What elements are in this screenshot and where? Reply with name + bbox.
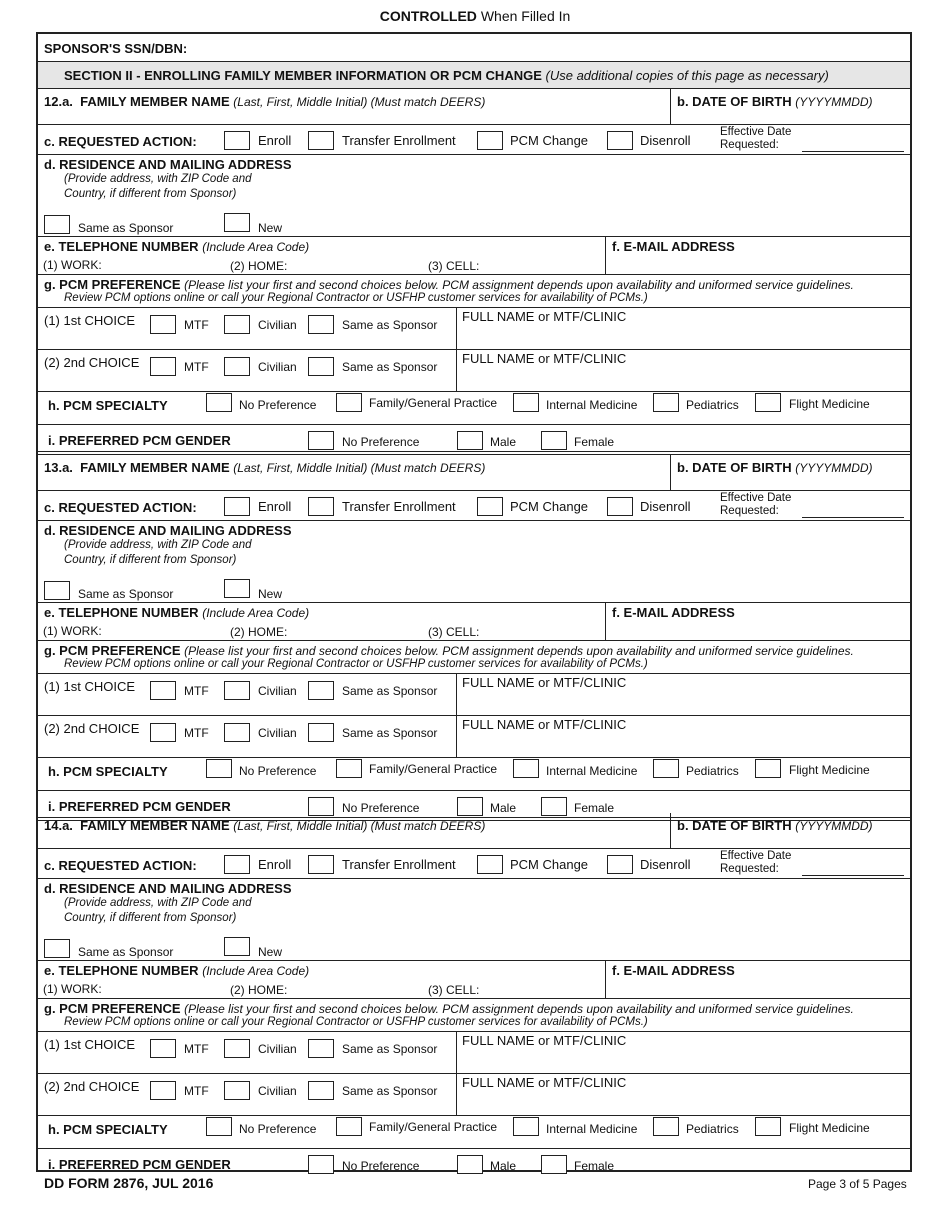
pediatrics-label: Pediatrics	[686, 398, 739, 412]
male-label: Male	[490, 1159, 517, 1173]
first-choice-mtf-checkbox[interactable]	[150, 681, 176, 700]
requested-action-label: c. REQUESTED ACTION:	[44, 858, 197, 873]
residence-hint-country: Country, if different from Sponsor)	[64, 912, 237, 924]
date-of-birth-label: b. DATE OF BIRTH (YYYYMMDD)	[677, 94, 873, 109]
specialty-no-preference-checkbox[interactable]	[206, 393, 232, 412]
flight-medicine-checkbox[interactable]	[755, 759, 781, 778]
female-label: Female	[574, 1159, 615, 1173]
male-checkbox[interactable]	[457, 1155, 483, 1174]
first-choice-label: (1) 1st CHOICE	[44, 1037, 136, 1052]
pcm-preference-label: g. PCM PREFERENCE (Please list your first and second choices below. PCM assignment depends upon availability and uniformed service guidelines.	[44, 643, 854, 658]
telephone-email-row	[38, 603, 910, 641]
same-as-sponsor-label: Same as Sponsor	[78, 221, 174, 235]
email-address-label: f. E-MAIL ADDRESS	[612, 239, 735, 254]
form-id: DD FORM 2876, JUL 2016	[44, 1175, 214, 1191]
pcm-preference-row	[38, 999, 910, 1149]
pcm-preference-hint: Review PCM options online or call your Regional Contractor or USFHP customer services for availability of PCMs.)	[64, 1016, 648, 1028]
disenroll-label: Disenroll	[640, 857, 691, 872]
pcm-preference-label: g. PCM PREFERENCE (Please list your first and second choices below. PCM assignment depends upon availability and uniformed service guidelines.	[44, 277, 854, 292]
transfer-enrollment-checkbox[interactable]	[308, 131, 334, 150]
same-as-sponsor-address-checkbox[interactable]	[44, 581, 70, 600]
new-address-label: New	[258, 587, 283, 601]
effective-date-requested-label: Requested:	[720, 139, 779, 151]
pcm-specialty-label: h. PCM SPECIALTY	[48, 764, 168, 779]
requested-action-label: c. REQUESTED ACTION:	[44, 134, 197, 149]
second-choice-civilian-checkbox[interactable]	[224, 1081, 250, 1100]
first-choice-same-as-sponsor-checkbox[interactable]	[308, 1039, 334, 1058]
first-choice-civilian-checkbox[interactable]	[224, 1039, 250, 1058]
transfer-enrollment-label: Transfer Enrollment	[342, 499, 456, 514]
requested-action-label: c. REQUESTED ACTION:	[44, 500, 197, 515]
first-choice-same-as-sponsor-label: Same as Sponsor	[342, 1042, 438, 1056]
flight-medicine-label: Flight Medicine	[789, 1121, 870, 1135]
specialty-no-preference-checkbox[interactable]	[206, 1117, 232, 1136]
telephone-email-row	[38, 237, 910, 275]
gender-no-preference-label: No Preference	[342, 801, 420, 815]
new-address-label: New	[258, 945, 283, 959]
family-general-practice-checkbox[interactable]	[336, 1117, 362, 1136]
gender-no-preference-label: No Preference	[342, 1159, 420, 1173]
pcm-change-label: PCM Change	[510, 857, 589, 872]
disenroll-checkbox[interactable]	[607, 855, 633, 874]
family-general-practice-label: Family/General Practice	[369, 396, 498, 410]
enroll-label: Enroll	[258, 499, 292, 514]
form-page	[36, 32, 912, 1172]
female-checkbox[interactable]	[541, 1155, 567, 1174]
name-dob-row	[38, 813, 910, 849]
first-choice-full-name-label: FULL NAME or MTF/CLINIC	[462, 1033, 627, 1048]
second-choice-mtf-checkbox[interactable]	[150, 723, 176, 742]
flight-medicine-label: Flight Medicine	[789, 397, 870, 411]
email-address-label: f. E-MAIL ADDRESS	[612, 605, 735, 620]
disenroll-checkbox[interactable]	[607, 131, 633, 150]
email-address-label: f. E-MAIL ADDRESS	[612, 963, 735, 978]
internal-medicine-checkbox[interactable]	[513, 393, 539, 412]
male-label: Male	[490, 435, 517, 449]
date-of-birth-label: b. DATE OF BIRTH (YYYYMMDD)	[677, 460, 873, 475]
family-member-name-label: 12.a. FAMILY MEMBER NAME (Last, First, Middle Initial) (Must match DEERS)	[44, 94, 486, 109]
residence-hint: (Provide address, with ZIP Code and	[64, 897, 252, 909]
pcm-change-checkbox[interactable]	[477, 855, 503, 874]
cell-phone-label: (3) CELL:	[428, 259, 480, 273]
sponsor-ssn-label: SPONSOR'S SSN/DBN:	[44, 41, 188, 56]
first-choice-mtf-checkbox[interactable]	[150, 315, 176, 334]
work-phone-label: (1) WORK:	[43, 624, 102, 638]
residence-address-label: d. RESIDENCE AND MAILING ADDRESS	[44, 523, 292, 538]
section-title-row	[38, 62, 910, 89]
first-choice-same-as-sponsor-checkbox[interactable]	[308, 681, 334, 700]
second-choice-civilian-checkbox[interactable]	[224, 723, 250, 742]
female-label: Female	[574, 435, 615, 449]
gender-no-preference-checkbox[interactable]	[308, 1155, 334, 1174]
transfer-enrollment-checkbox[interactable]	[308, 855, 334, 874]
effective-date-line[interactable]	[802, 875, 904, 876]
first-choice-mtf-checkbox[interactable]	[150, 1039, 176, 1058]
second-choice-full-name-label: FULL NAME or MTF/CLINIC	[462, 717, 627, 732]
pediatrics-checkbox[interactable]	[653, 759, 679, 778]
pcm-change-checkbox[interactable]	[477, 497, 503, 516]
telephone-number-label: e. TELEPHONE NUMBER (Include Area Code)	[44, 605, 310, 620]
enroll-label: Enroll	[258, 133, 292, 148]
home-phone-label: (2) HOME:	[230, 625, 288, 639]
specialty-no-preference-checkbox[interactable]	[206, 759, 232, 778]
first-choice-full-name-label: FULL NAME or MTF/CLINIC	[462, 675, 627, 690]
preferred-gender-label: i. PREFERRED PCM GENDER	[48, 1157, 231, 1172]
new-address-checkbox[interactable]	[224, 579, 250, 598]
internal-medicine-checkbox[interactable]	[513, 1117, 539, 1136]
internal-medicine-label: Internal Medicine	[546, 764, 638, 778]
family-member-name-label: 14.a. FAMILY MEMBER NAME (Last, First, Middle Initial) (Must match DEERS)	[44, 818, 486, 833]
first-choice-civilian-label: Civilian	[258, 318, 297, 332]
family-member-block	[38, 455, 910, 821]
work-phone-label: (1) WORK:	[43, 258, 102, 272]
residence-hint-country: Country, if different from Sponsor)	[64, 554, 237, 566]
effective-date-line[interactable]	[802, 517, 904, 518]
requested-action-row	[38, 491, 910, 521]
residence-hint: (Provide address, with ZIP Code and	[64, 539, 252, 551]
second-choice-same-as-sponsor-checkbox[interactable]	[308, 357, 334, 376]
effective-date-line[interactable]	[802, 151, 904, 152]
second-choice-full-name-label: FULL NAME or MTF/CLINIC	[462, 351, 627, 366]
residence-address-label: d. RESIDENCE AND MAILING ADDRESS	[44, 881, 292, 896]
first-choice-same-as-sponsor-checkbox[interactable]	[308, 315, 334, 334]
female-label: Female	[574, 801, 615, 815]
family-general-practice-checkbox[interactable]	[336, 759, 362, 778]
new-address-checkbox[interactable]	[224, 937, 250, 956]
second-choice-mtf-label: MTF	[184, 726, 209, 740]
specialty-no-preference-label: No Preference	[239, 1122, 317, 1136]
family-general-practice-label: Family/General Practice	[369, 762, 498, 776]
cell-phone-label: (3) CELL:	[428, 983, 480, 997]
male-checkbox[interactable]	[457, 431, 483, 450]
page-number: Page 3 of 5 Pages	[808, 1177, 907, 1191]
family-member-name-label: 13.a. FAMILY MEMBER NAME (Last, First, Middle Initial) (Must match DEERS)	[44, 460, 486, 475]
work-phone-label: (1) WORK:	[43, 982, 102, 996]
first-choice-label: (1) 1st CHOICE	[44, 313, 136, 328]
family-general-practice-label: Family/General Practice	[369, 1120, 498, 1134]
home-phone-label: (2) HOME:	[230, 983, 288, 997]
pediatrics-label: Pediatrics	[686, 764, 739, 778]
pcm-preference-row	[38, 641, 910, 791]
effective-date-label: Effective Date	[720, 850, 792, 862]
internal-medicine-label: Internal Medicine	[546, 398, 638, 412]
first-choice-mtf-label: MTF	[184, 318, 209, 332]
second-choice-civilian-label: Civilian	[258, 360, 297, 374]
pcm-change-label: PCM Change	[510, 133, 589, 148]
name-dob-row	[38, 455, 910, 491]
first-choice-civilian-checkbox[interactable]	[224, 315, 250, 334]
first-choice-mtf-label: MTF	[184, 1042, 209, 1056]
enroll-checkbox[interactable]	[224, 131, 250, 150]
same-as-sponsor-label: Same as Sponsor	[78, 587, 174, 601]
female-checkbox[interactable]	[541, 431, 567, 450]
disenroll-checkbox[interactable]	[607, 497, 633, 516]
family-general-practice-checkbox[interactable]	[336, 393, 362, 412]
first-choice-civilian-label: Civilian	[258, 684, 297, 698]
pcm-change-label: PCM Change	[510, 499, 589, 514]
cell-phone-label: (3) CELL:	[428, 625, 480, 639]
second-choice-mtf-label: MTF	[184, 360, 209, 374]
telephone-email-row	[38, 961, 910, 999]
second-choice-civilian-label: Civilian	[258, 726, 297, 740]
first-choice-full-name-label: FULL NAME or MTF/CLINIC	[462, 309, 627, 324]
first-choice-civilian-checkbox[interactable]	[224, 681, 250, 700]
disenroll-label: Disenroll	[640, 499, 691, 514]
telephone-number-label: e. TELEPHONE NUMBER (Include Area Code)	[44, 239, 310, 254]
name-dob-row	[38, 89, 910, 125]
pcm-preference-hint: Review PCM options online or call your Regional Contractor or USFHP customer services for availability of PCMs.)	[64, 292, 648, 304]
section-note: (Use additional copies of this page as necessary)	[545, 68, 829, 83]
pcm-preference-hint: Review PCM options online or call your Regional Contractor or USFHP customer services for availability of PCMs.)	[64, 658, 648, 670]
second-choice-label: (2) 2nd CHOICE	[44, 355, 140, 370]
first-choice-civilian-label: Civilian	[258, 1042, 297, 1056]
internal-medicine-checkbox[interactable]	[513, 759, 539, 778]
enroll-checkbox[interactable]	[224, 855, 250, 874]
family-member-block	[38, 813, 910, 1179]
date-of-birth-label: b. DATE OF BIRTH (YYYYMMDD)	[677, 818, 873, 833]
enroll-label: Enroll	[258, 857, 292, 872]
internal-medicine-label: Internal Medicine	[546, 1122, 638, 1136]
pediatrics-checkbox[interactable]	[653, 1117, 679, 1136]
residence-hint-country: Country, if different from Sponsor)	[64, 188, 237, 200]
second-choice-same-as-sponsor-label: Same as Sponsor	[342, 360, 438, 374]
pcm-preference-label: g. PCM PREFERENCE (Please list your first and second choices below. PCM assignment depends upon availability and uniformed service guidelines.	[44, 1001, 854, 1016]
same-as-sponsor-address-checkbox[interactable]	[44, 215, 70, 234]
new-address-label: New	[258, 221, 283, 235]
second-choice-same-as-sponsor-checkbox[interactable]	[308, 723, 334, 742]
effective-date-requested-label: Requested:	[720, 863, 779, 875]
flight-medicine-label: Flight Medicine	[789, 763, 870, 777]
specialty-no-preference-label: No Preference	[239, 764, 317, 778]
residence-row	[38, 879, 910, 961]
second-choice-same-as-sponsor-label: Same as Sponsor	[342, 1084, 438, 1098]
second-choice-civilian-label: Civilian	[258, 1084, 297, 1098]
same-as-sponsor-label: Same as Sponsor	[78, 945, 174, 959]
specialty-no-preference-label: No Preference	[239, 398, 317, 412]
preferred-gender-label: i. PREFERRED PCM GENDER	[48, 433, 231, 448]
pediatrics-checkbox[interactable]	[653, 393, 679, 412]
disenroll-label: Disenroll	[640, 133, 691, 148]
enroll-checkbox[interactable]	[224, 497, 250, 516]
pcm-preference-row	[38, 275, 910, 425]
sponsor-ssn-row	[38, 34, 910, 62]
second-choice-label: (2) 2nd CHOICE	[44, 721, 140, 736]
transfer-enrollment-checkbox[interactable]	[308, 497, 334, 516]
second-choice-mtf-label: MTF	[184, 1084, 209, 1098]
same-as-sponsor-address-checkbox[interactable]	[44, 939, 70, 958]
residence-address-label: d. RESIDENCE AND MAILING ADDRESS	[44, 157, 292, 172]
first-choice-label: (1) 1st CHOICE	[44, 679, 136, 694]
residence-hint: (Provide address, with ZIP Code and	[64, 173, 252, 185]
flight-medicine-checkbox[interactable]	[755, 393, 781, 412]
home-phone-label: (2) HOME:	[230, 259, 288, 273]
effective-date-requested-label: Requested:	[720, 505, 779, 517]
new-address-checkbox[interactable]	[224, 213, 250, 232]
pcm-specialty-label: h. PCM SPECIALTY	[48, 398, 168, 413]
preferred-gender-row	[38, 425, 910, 455]
transfer-enrollment-label: Transfer Enrollment	[342, 133, 456, 148]
gender-no-preference-label: No Preference	[342, 435, 420, 449]
first-choice-mtf-label: MTF	[184, 684, 209, 698]
second-choice-full-name-label: FULL NAME or MTF/CLINIC	[462, 1075, 627, 1090]
second-choice-civilian-checkbox[interactable]	[224, 357, 250, 376]
section-title: SECTION II - ENROLLING FAMILY MEMBER INFORMATION OR PCM CHANGE	[64, 68, 542, 83]
transfer-enrollment-label: Transfer Enrollment	[342, 857, 456, 872]
first-choice-same-as-sponsor-label: Same as Sponsor	[342, 318, 438, 332]
male-label: Male	[490, 801, 517, 815]
telephone-number-label: e. TELEPHONE NUMBER (Include Area Code)	[44, 963, 310, 978]
pcm-specialty-label: h. PCM SPECIALTY	[48, 1122, 168, 1137]
requested-action-row	[38, 125, 910, 155]
second-choice-label: (2) 2nd CHOICE	[44, 1079, 140, 1094]
residence-row	[38, 155, 910, 237]
pediatrics-label: Pediatrics	[686, 1122, 739, 1136]
pcm-change-checkbox[interactable]	[477, 131, 503, 150]
flight-medicine-checkbox[interactable]	[755, 1117, 781, 1136]
preferred-gender-label: i. PREFERRED PCM GENDER	[48, 799, 231, 814]
second-choice-mtf-checkbox[interactable]	[150, 357, 176, 376]
effective-date-label: Effective Date	[720, 492, 792, 504]
gender-no-preference-checkbox[interactable]	[308, 431, 334, 450]
residence-row	[38, 521, 910, 603]
effective-date-label: Effective Date	[720, 126, 792, 138]
second-choice-same-as-sponsor-checkbox[interactable]	[308, 1081, 334, 1100]
second-choice-same-as-sponsor-label: Same as Sponsor	[342, 726, 438, 740]
first-choice-same-as-sponsor-label: Same as Sponsor	[342, 684, 438, 698]
second-choice-mtf-checkbox[interactable]	[150, 1081, 176, 1100]
family-member-block	[38, 89, 910, 455]
controlled-header: CONTROLLED When Filled In	[379, 8, 571, 24]
requested-action-row	[38, 849, 910, 879]
